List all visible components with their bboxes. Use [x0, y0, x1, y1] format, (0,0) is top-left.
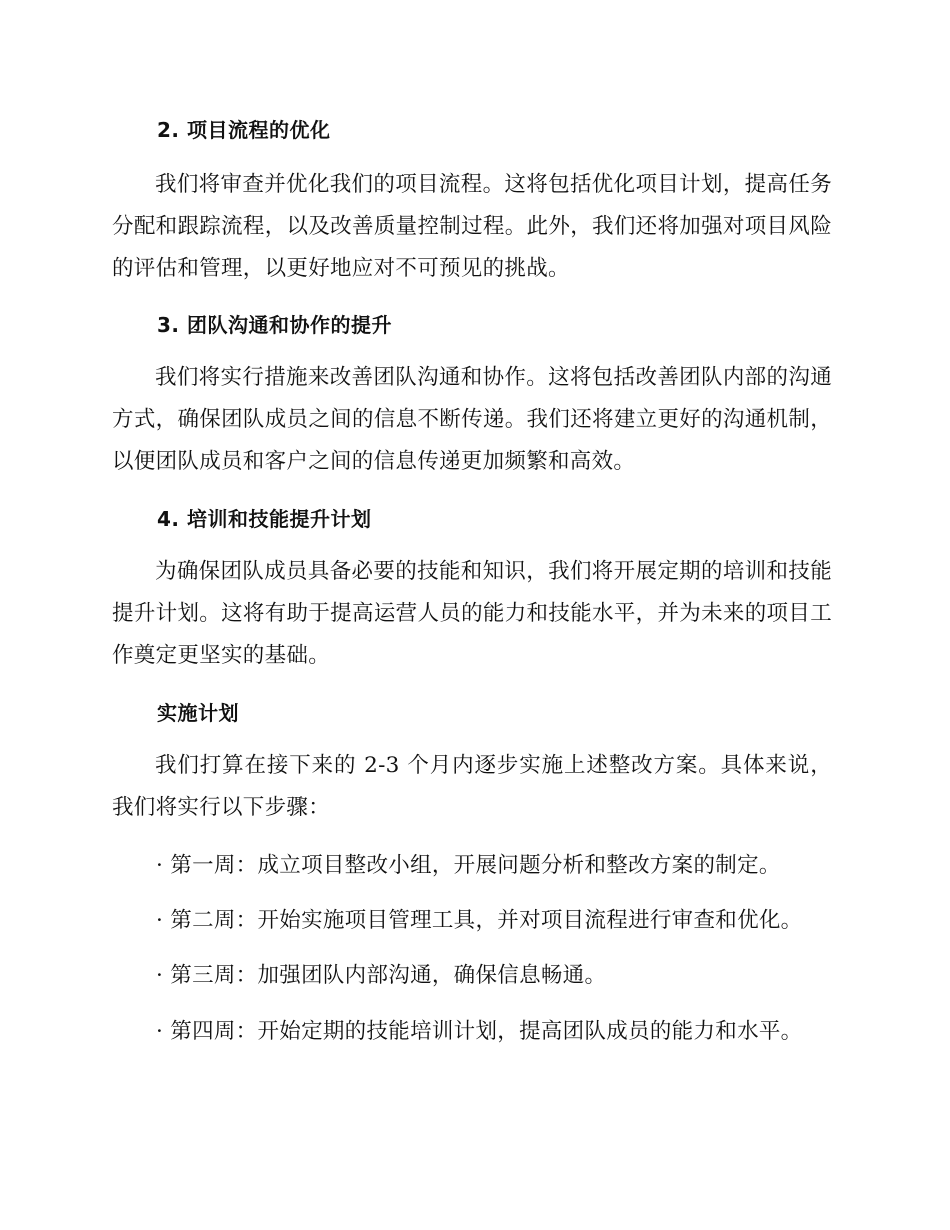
step-item-week3: · 第三周：加强团队内部沟通，确保信息畅通。 — [156, 963, 607, 988]
step-item-week2: · 第二周：开始实施项目管理工具，并对项目流程进行审查和优化。 — [156, 908, 803, 933]
section-body-communication: 我们将实行措施来改善团队沟通和协作。这将包括改善团队内部的沟通方式，确保团队成员之间的信息不断传递。我们还将建立更好的沟通机制，以便团队成员和客户之间的信息传递更加频繁和高效。 — [112, 365, 832, 474]
step-item-week1: · 第一周：成立项目整改小组，开展问题分析和整改方案的制定。 — [156, 853, 781, 878]
section-heading-training: 4. 培训和技能提升计划 — [157, 507, 372, 531]
step-item-week4: · 第四周：开始定期的技能培训计划，提高团队成员的能力和水平。 — [156, 1019, 803, 1044]
section-body-process: 我们将审查并优化我们的项目流程。这将包括优化项目计划，提高任务分配和跟踪流程，以及改善质量控制过程。此外，我们还将加强对项目风险的评估和管理，以更好地应对不可预见的挑战。 — [112, 172, 832, 281]
section-heading-communication: 3. 团队沟通和协作的提升 — [157, 313, 392, 337]
section-heading-plan: 实施计划 — [157, 701, 239, 725]
section-body-training: 为确保团队成员具备必要的技能和知识，我们将开展定期的培训和技能提升计划。这将有助于提高运营人员的能力和技能水平，并为未来的项目工作奠定更坚实的基础。 — [112, 559, 832, 668]
section-heading-process: 2. 项目流程的优化 — [157, 118, 331, 142]
section-body-plan: 我们打算在接下来的 2-3 个月内逐步实施上述整改方案。具体来说，我们将实行以下步骤： — [112, 753, 832, 820]
